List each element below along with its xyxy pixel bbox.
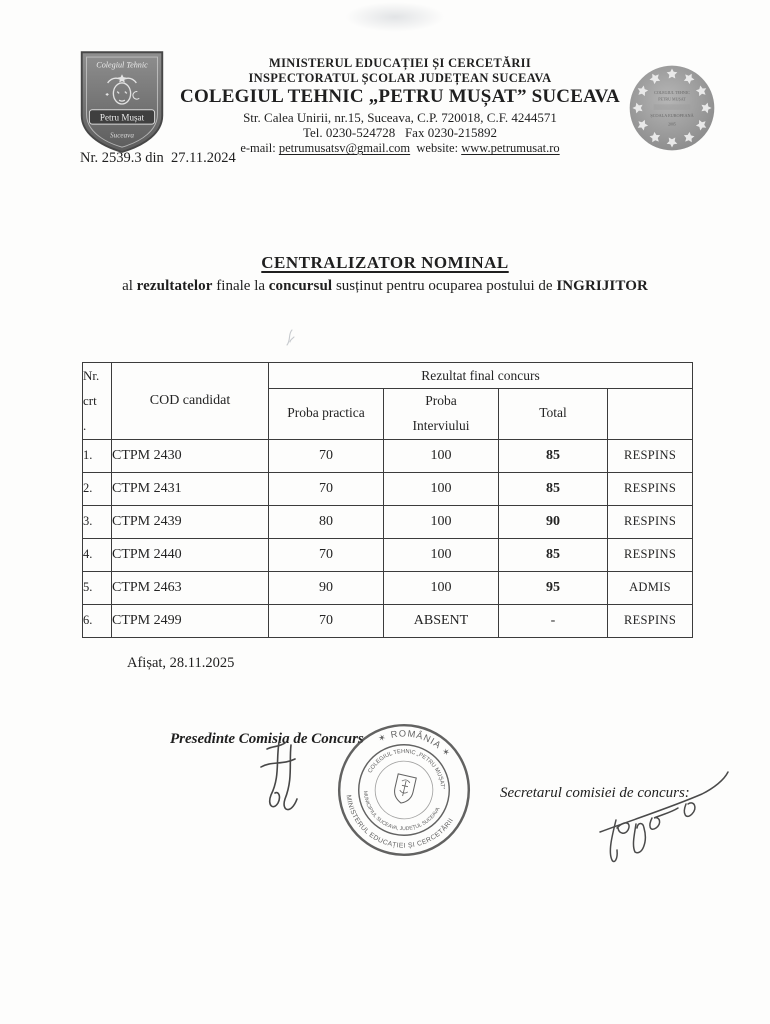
cell-practica: 70 [269, 439, 384, 472]
crest-city-label: Suceava [110, 131, 134, 140]
cell-total: 90 [499, 505, 608, 538]
medal-line2: PETRU MUȘAT [658, 96, 686, 102]
phone-line: Tel. 0230-524728 Fax 0230-215892 [302, 125, 498, 141]
table-row [83, 571, 693, 604]
stamp-coat-of-arms-icon [392, 774, 416, 805]
medal-line1: COLEGIUL TEHNIC [654, 90, 690, 96]
cell-interviu: 100 [384, 505, 499, 538]
cell-nr: 5. [83, 571, 112, 604]
cell-interviu: 100 [384, 472, 499, 505]
school-crest-logo [76, 48, 168, 160]
cell-total: 85 [499, 472, 608, 505]
table-row [83, 604, 693, 637]
cell-practica: 70 [269, 538, 384, 571]
cell-cod: CTPM 2430 [112, 439, 269, 472]
document-number: Nr. 2539.3 din 27.11.2024 [80, 150, 236, 166]
cell-cod: CTPM 2499 [112, 604, 269, 637]
col-header-group: Rezultat final concurs [269, 363, 693, 389]
cell-nr: 2. [83, 472, 112, 505]
email-link[interactable]: petrumusatsv@gmail.com [278, 141, 411, 156]
email-label: e-mail: [240, 141, 276, 156]
address-line: Str. Calea Unirii, nr.15, Suceava, C.P. 720018, C.F. 4244571 [243, 110, 557, 126]
stamp-outer-bottom-text: MINISTERUL EDUCAȚIEI ȘI CERCETĂRII [344, 794, 456, 850]
official-stamp [318, 704, 491, 877]
website-label: website: [416, 141, 459, 156]
table-header-row-1 [83, 363, 693, 389]
page-subtitle: al rezultatelor finale la concursul susținut pentru ocuparea postului de INGRIJITOR [122, 278, 648, 294]
cell-total: 95 [499, 571, 608, 604]
president-label: Presedinte Comisia de Concurs [170, 731, 364, 747]
school-name: COLEGIUL TEHNIC „PETRU MUȘAT” SUCEAVA [180, 86, 620, 107]
cell-nr: 1. [83, 439, 112, 472]
title-block [0, 253, 770, 295]
posted-date: Afișat, 28.11.2025 [127, 655, 235, 671]
medal-line3: ȘCOALA EUROPEANĂ [650, 113, 694, 119]
cell-total: - [499, 604, 608, 637]
cell-result-admis: ADMIS [608, 571, 693, 604]
letterhead [165, 56, 635, 156]
table-row [83, 472, 693, 505]
cell-cod: CTPM 2440 [112, 538, 269, 571]
cell-interviu: ABSENT [384, 604, 499, 637]
cell-interviu: 100 [384, 439, 499, 472]
col-header-practica: Proba practica [269, 389, 384, 440]
table-row [83, 505, 693, 538]
crest-top-label: Colegiul Tehnic [96, 60, 148, 70]
cell-nr: 6. [83, 604, 112, 637]
stamp-outer-top-text: ✶ ROMÂNIA ✶ [376, 728, 453, 760]
european-school-medal-icon [626, 62, 718, 154]
cell-practica: 70 [269, 604, 384, 637]
cell-practica: 80 [269, 505, 384, 538]
cell-interviu: 100 [384, 571, 499, 604]
table-row [83, 538, 693, 571]
table-row [83, 439, 693, 472]
col-header-cod: COD candidat [112, 363, 269, 440]
secretary-signature [592, 760, 732, 865]
cell-cod: CTPM 2439 [112, 505, 269, 538]
president-signature [243, 737, 318, 822]
cell-nr: 4. [83, 538, 112, 571]
col-header-interviu: Proba Interviului [384, 389, 499, 440]
col-header-result [608, 389, 693, 440]
cell-result: RESPINS [608, 439, 693, 472]
cell-cod: CTPM 2463 [112, 571, 269, 604]
cell-practica: 90 [269, 571, 384, 604]
stamp-inner-top-text: COLEGIUL TEHNIC „PETRU MUȘAT” [367, 748, 446, 790]
col-header-total: Total [499, 389, 608, 440]
page-title: CENTRALIZATOR NOMINAL [261, 253, 509, 272]
ministry-line: MINISTERUL EDUCAȚIEI ȘI CERCETĂRII [268, 56, 531, 70]
cell-total: 85 [499, 439, 608, 472]
website-link[interactable]: www.petrumusat.ro [461, 141, 560, 156]
scan-smudge [345, 2, 445, 32]
cell-result: RESPINS [608, 604, 693, 637]
col-header-nr: Nr. crt . [83, 363, 112, 440]
inspectorate-line: INSPECTORATUL ȘCOLAR JUDEȚEAN SUCEAVA [248, 70, 552, 85]
cell-total: 85 [499, 538, 608, 571]
cell-result: RESPINS [608, 538, 693, 571]
cell-practica: 70 [269, 472, 384, 505]
cell-cod: CTPM 2431 [112, 472, 269, 505]
cell-result: RESPINS [608, 472, 693, 505]
medal-year: 2005 [668, 122, 676, 127]
crest-name-banner: Petru Mușat [99, 112, 145, 123]
stamp-inner-bottom-text: MUNICIPIUL SUCEAVA, JUDEȚUL SUCEAVA [361, 790, 442, 833]
cell-nr: 3. [83, 505, 112, 538]
cell-interviu: 100 [384, 538, 499, 571]
results-table [82, 362, 693, 638]
secretary-label: Secretarul comisiei de concurs: [500, 785, 690, 801]
cell-result: RESPINS [608, 505, 693, 538]
scan-mark [283, 328, 299, 348]
